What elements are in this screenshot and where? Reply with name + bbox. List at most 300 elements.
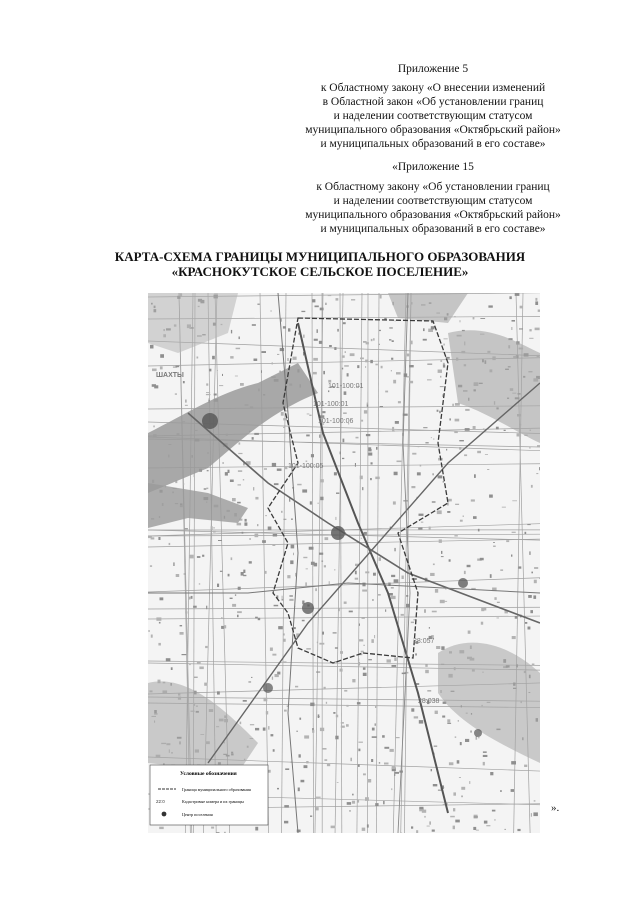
map-speckle bbox=[389, 327, 393, 329]
map-speckle bbox=[337, 782, 339, 783]
map-speckle bbox=[484, 821, 488, 824]
map-speckle bbox=[529, 551, 530, 555]
map-speckle bbox=[206, 606, 207, 610]
map-speckle bbox=[449, 418, 451, 420]
map-speckle bbox=[218, 540, 222, 541]
legend-title: Условные обозначения bbox=[180, 771, 237, 777]
map-speckle bbox=[394, 548, 395, 551]
map-speckle bbox=[361, 538, 362, 539]
map-speckle bbox=[461, 796, 463, 798]
map-speckle bbox=[317, 329, 318, 333]
map-graphic bbox=[148, 293, 540, 833]
map-speckle bbox=[336, 298, 339, 301]
map-speckle bbox=[361, 651, 364, 653]
map-speckle bbox=[189, 555, 194, 559]
map-speckle bbox=[287, 358, 288, 361]
map-speckle bbox=[363, 673, 367, 676]
map-speckle bbox=[423, 328, 425, 331]
map-speckle bbox=[443, 481, 444, 483]
map-speckle bbox=[322, 632, 324, 635]
map-speckle bbox=[502, 507, 506, 508]
map-speckle bbox=[204, 488, 207, 489]
map-speckle bbox=[391, 596, 396, 599]
map-speckle bbox=[370, 478, 372, 480]
map-speckle bbox=[307, 414, 310, 415]
map-speckle bbox=[360, 358, 364, 360]
map-speckle bbox=[243, 700, 247, 702]
map-speckle bbox=[511, 789, 514, 792]
map-speckle bbox=[148, 630, 149, 632]
map-speckle bbox=[447, 723, 451, 724]
map-speckle bbox=[365, 571, 369, 573]
map-speckle bbox=[277, 788, 279, 790]
map-speckle bbox=[429, 627, 430, 629]
map-speckle bbox=[447, 719, 450, 722]
map-speckle bbox=[366, 434, 370, 436]
map-speckle bbox=[511, 327, 512, 330]
map-speckle bbox=[214, 394, 217, 396]
map-speckle bbox=[433, 564, 435, 566]
map-speckle bbox=[365, 367, 366, 368]
map-speckle bbox=[467, 565, 471, 567]
map-speckle bbox=[237, 611, 242, 613]
map-speckle bbox=[536, 473, 538, 474]
map-speckle bbox=[315, 807, 318, 810]
map-speckle bbox=[281, 412, 284, 416]
map-speckle bbox=[375, 706, 376, 708]
map-speckle bbox=[331, 826, 336, 829]
map-speckle bbox=[289, 599, 293, 601]
map-speckle bbox=[319, 553, 323, 555]
map-speckle bbox=[274, 605, 279, 607]
map-speckle bbox=[316, 588, 317, 591]
map-speckle bbox=[219, 385, 223, 386]
map-speckle bbox=[425, 442, 428, 443]
map-speckle bbox=[351, 299, 355, 300]
map-speckle bbox=[432, 611, 437, 613]
map-speckle bbox=[429, 527, 431, 530]
map-speckle bbox=[358, 749, 360, 752]
map-speckle bbox=[327, 764, 330, 766]
annex-5-line: и муниципальных образований в его составе» bbox=[320, 138, 546, 150]
map-speckle bbox=[252, 324, 256, 326]
map-speckle bbox=[316, 797, 321, 798]
map-speckle bbox=[230, 356, 233, 359]
map-speckle bbox=[209, 369, 211, 372]
map-speckle bbox=[394, 772, 399, 774]
map-speckle bbox=[199, 583, 200, 584]
map-speckle bbox=[274, 483, 279, 485]
map-speckle bbox=[454, 431, 458, 433]
map-speckle bbox=[335, 647, 338, 648]
map-speckle bbox=[240, 722, 242, 725]
annex-5-line: муниципального образования «Октябрьский район» bbox=[305, 124, 561, 136]
map-speckle bbox=[347, 373, 349, 376]
map-speckle bbox=[319, 341, 323, 344]
map-speckle bbox=[306, 568, 308, 569]
map-speckle bbox=[319, 643, 324, 645]
map-speckle bbox=[394, 774, 395, 776]
map-label-cadastral: 28:057 bbox=[413, 638, 435, 645]
map-speckle bbox=[153, 426, 155, 428]
map-speckle bbox=[322, 411, 325, 413]
map-speckle bbox=[473, 317, 475, 320]
map-speckle bbox=[359, 742, 363, 743]
map-speckle bbox=[392, 340, 394, 342]
map-speckle bbox=[280, 348, 284, 351]
map-speckle bbox=[346, 724, 349, 727]
map-speckle bbox=[302, 620, 305, 622]
map-speckle bbox=[371, 339, 373, 341]
annex-5-line: и наделении соответствующим статусом bbox=[333, 110, 533, 122]
map-speckle bbox=[312, 730, 314, 733]
map-speckle bbox=[340, 651, 343, 654]
map-speckle bbox=[431, 326, 435, 329]
map-speckle bbox=[316, 672, 320, 673]
settlement-marker bbox=[331, 526, 345, 540]
map-speckle bbox=[202, 555, 204, 557]
map-speckle bbox=[412, 453, 416, 455]
map-speckle bbox=[273, 749, 275, 752]
map-speckle bbox=[424, 816, 425, 818]
map-speckle bbox=[283, 639, 286, 642]
map-speckle bbox=[364, 410, 367, 413]
map-speckle bbox=[535, 301, 538, 305]
map-speckle bbox=[417, 472, 421, 475]
map-speckle bbox=[364, 532, 367, 535]
map-speckle bbox=[258, 618, 261, 620]
map-speckle bbox=[297, 484, 301, 486]
map-speckle bbox=[254, 359, 258, 362]
map-speckle bbox=[342, 368, 344, 370]
map-speckle bbox=[220, 571, 223, 572]
map-speckle bbox=[418, 528, 422, 530]
map-speckle bbox=[357, 799, 359, 802]
map-speckle bbox=[336, 715, 338, 718]
map-speckle bbox=[337, 329, 339, 332]
map-speckle bbox=[272, 544, 275, 546]
map-label-cadastral: 101-100:06 bbox=[318, 418, 354, 425]
map-speckle bbox=[519, 566, 522, 568]
boundary-map bbox=[148, 293, 540, 833]
map-speckle bbox=[489, 495, 493, 498]
map-speckle bbox=[294, 627, 296, 629]
map-speckle bbox=[411, 708, 414, 711]
map-speckle bbox=[324, 565, 326, 567]
map-speckle bbox=[228, 574, 230, 577]
map-speckle bbox=[228, 470, 230, 473]
map-speckle bbox=[370, 360, 373, 363]
map-speckle bbox=[515, 293, 520, 296]
map-speckle bbox=[171, 667, 173, 670]
map-speckle bbox=[530, 610, 533, 613]
map-speckle bbox=[480, 318, 485, 319]
map-speckle bbox=[313, 358, 318, 361]
map-speckle bbox=[411, 622, 414, 624]
map-speckle bbox=[206, 383, 208, 385]
map-speckle bbox=[221, 626, 224, 629]
map-speckle bbox=[350, 353, 355, 356]
map-speckle bbox=[341, 722, 344, 724]
map-speckle bbox=[323, 371, 325, 374]
map-speckle bbox=[481, 622, 483, 625]
map-speckle bbox=[231, 330, 232, 334]
map-speckle bbox=[427, 379, 432, 380]
map-speckle bbox=[241, 572, 244, 576]
map-speckle bbox=[427, 690, 431, 692]
map-speckle bbox=[391, 358, 393, 360]
map-speckle bbox=[531, 485, 533, 488]
map-speckle bbox=[387, 659, 391, 662]
map-speckle bbox=[362, 618, 365, 619]
map-speckle bbox=[477, 451, 481, 453]
map-speckle bbox=[362, 583, 365, 587]
map-speckle bbox=[511, 761, 516, 764]
map-speckle bbox=[396, 372, 401, 374]
map-speckle bbox=[506, 540, 509, 542]
map-speckle bbox=[409, 381, 413, 384]
map-speckle bbox=[375, 723, 376, 725]
map-speckle bbox=[372, 736, 377, 738]
map-speckle bbox=[358, 639, 363, 641]
map-speckle bbox=[446, 357, 450, 359]
map-speckle bbox=[287, 575, 290, 578]
map-speckle bbox=[385, 609, 386, 611]
map-speckle bbox=[440, 360, 442, 362]
map-speckle bbox=[306, 648, 311, 650]
map-speckle bbox=[329, 581, 330, 584]
map-speckle bbox=[314, 563, 318, 567]
map-speckle bbox=[194, 677, 198, 678]
map-speckle bbox=[283, 633, 284, 635]
map-speckle bbox=[224, 625, 226, 628]
map-speckle bbox=[535, 328, 540, 331]
map-speckle bbox=[391, 370, 392, 371]
map-legend bbox=[150, 765, 268, 825]
map-speckle bbox=[363, 668, 366, 670]
map-speckle bbox=[185, 400, 187, 403]
map-speckle bbox=[284, 710, 287, 712]
settlement-marker bbox=[302, 602, 314, 614]
map-speckle bbox=[504, 430, 506, 431]
map-speckle bbox=[352, 801, 355, 804]
map-speckle bbox=[394, 579, 399, 582]
map-speckle bbox=[444, 338, 448, 339]
map-speckle bbox=[439, 411, 441, 414]
map-speckle bbox=[494, 820, 495, 821]
map-speckle bbox=[310, 816, 312, 817]
map-label-city: ШАХТЫ bbox=[156, 372, 184, 379]
map-speckle bbox=[262, 351, 267, 353]
map-speckle bbox=[455, 403, 460, 406]
map-speckle bbox=[175, 394, 177, 395]
map-speckle bbox=[273, 534, 277, 537]
map-speckle bbox=[375, 803, 378, 806]
map-speckle bbox=[512, 500, 517, 501]
map-speckle bbox=[176, 574, 180, 577]
map-speckle bbox=[487, 469, 489, 470]
map-speckle bbox=[282, 599, 284, 600]
map-speckle bbox=[238, 470, 242, 472]
map-speckle bbox=[180, 625, 183, 626]
map-speckle bbox=[185, 611, 187, 613]
map-speckle bbox=[392, 766, 396, 770]
map-speckle bbox=[328, 295, 332, 296]
map-speckle bbox=[365, 797, 369, 801]
map-speckle bbox=[368, 453, 372, 456]
map-speckle bbox=[425, 665, 427, 667]
map-speckle bbox=[385, 391, 388, 393]
map-speckle bbox=[185, 405, 188, 406]
map-speckle bbox=[357, 702, 361, 704]
map-label-cadastral: 101-100:05 bbox=[288, 463, 324, 470]
map-speckle bbox=[509, 296, 511, 299]
map-speckle bbox=[343, 439, 345, 443]
map-speckle bbox=[242, 532, 244, 534]
map-speckle bbox=[500, 790, 502, 792]
map-speckle bbox=[480, 558, 484, 561]
map-speckle bbox=[534, 800, 536, 801]
map-speckle bbox=[384, 763, 389, 765]
map-speckle bbox=[484, 607, 487, 611]
map-speckle bbox=[483, 751, 487, 753]
map-speckle bbox=[421, 522, 423, 523]
map-speckle bbox=[255, 827, 258, 831]
map-speckle bbox=[372, 728, 375, 731]
map-speckle bbox=[352, 794, 354, 796]
map-speckle bbox=[504, 829, 506, 830]
map-speckle bbox=[183, 483, 184, 484]
map-speckle bbox=[355, 578, 358, 580]
map-speckle bbox=[263, 728, 266, 731]
map-speckle bbox=[470, 731, 471, 733]
map-speckle bbox=[459, 447, 461, 450]
map-speckle bbox=[346, 705, 348, 707]
map-speckle bbox=[325, 303, 327, 305]
map-speckle bbox=[216, 832, 219, 833]
map-speckle bbox=[321, 479, 324, 482]
map-speckle bbox=[284, 821, 288, 824]
map-speckle bbox=[372, 599, 373, 601]
map-speckle bbox=[468, 631, 471, 634]
map-speckle bbox=[194, 474, 195, 478]
map-speckle bbox=[283, 326, 286, 328]
map-speckle bbox=[325, 537, 329, 540]
map-speckle bbox=[320, 728, 324, 731]
legend-item: Центр поселения bbox=[182, 812, 213, 817]
map-speckle bbox=[335, 736, 338, 740]
map-speckle bbox=[423, 427, 427, 428]
annex-5-line: к Областному закону «О внесении изменений bbox=[320, 82, 546, 94]
map-speckle bbox=[223, 462, 224, 463]
map-speckle bbox=[384, 747, 389, 749]
map-speckle bbox=[343, 412, 347, 414]
map-speckle bbox=[284, 805, 289, 808]
map-speckle bbox=[432, 501, 436, 502]
map-speckle bbox=[397, 461, 402, 463]
map-speckle bbox=[517, 433, 522, 436]
map-speckle bbox=[338, 608, 339, 611]
map-speckle bbox=[211, 526, 213, 530]
map-speckle bbox=[392, 665, 397, 667]
map-speckle bbox=[160, 354, 164, 358]
map-speckle bbox=[431, 437, 432, 438]
map-speckle bbox=[379, 557, 381, 561]
map-speckle bbox=[355, 571, 357, 575]
map-label-cadastral: 101-100:01 bbox=[313, 401, 349, 408]
map-speckle bbox=[320, 308, 324, 311]
map-speckle bbox=[393, 380, 396, 384]
map-speckle bbox=[150, 565, 152, 567]
map-speckle bbox=[533, 812, 538, 816]
map-speckle bbox=[334, 569, 335, 570]
map-speckle bbox=[328, 390, 329, 392]
map-speckle bbox=[309, 547, 314, 550]
map-speckle bbox=[441, 551, 442, 554]
map-speckle bbox=[406, 595, 408, 597]
map-speckle bbox=[471, 499, 475, 501]
map-speckle bbox=[173, 562, 174, 566]
map-speckle bbox=[440, 376, 441, 378]
map-speckle bbox=[371, 639, 374, 643]
map-speckle bbox=[342, 355, 345, 357]
map-speckle bbox=[529, 447, 530, 448]
map-speckle bbox=[395, 737, 400, 738]
map-speckle bbox=[356, 437, 359, 439]
map-speckle bbox=[402, 576, 404, 580]
map-speckle bbox=[270, 648, 273, 651]
map-speckle bbox=[410, 341, 413, 345]
map-speckle bbox=[150, 345, 154, 349]
map-speckle bbox=[151, 537, 155, 539]
map-speckle bbox=[424, 609, 426, 613]
map-speckle bbox=[419, 720, 423, 724]
map-speckle bbox=[534, 567, 538, 568]
map-speckle bbox=[483, 762, 485, 766]
map-speckle bbox=[151, 635, 153, 638]
map-speckle bbox=[416, 830, 418, 833]
map-speckle bbox=[465, 409, 469, 411]
map-speckle bbox=[333, 712, 335, 714]
map-speckle bbox=[393, 501, 396, 504]
map-speckle bbox=[459, 777, 461, 778]
map-speckle bbox=[483, 428, 485, 430]
map-speckle bbox=[425, 670, 429, 673]
map-speckle bbox=[380, 406, 383, 407]
annex-5-title bbox=[283, 62, 583, 76]
map-speckle bbox=[531, 813, 532, 817]
map-speckle bbox=[217, 584, 219, 587]
map-speckle bbox=[465, 428, 470, 431]
map-speckle bbox=[299, 718, 301, 720]
legend-center-icon bbox=[162, 812, 167, 817]
map-speckle bbox=[321, 561, 323, 562]
map-speckle bbox=[437, 510, 442, 514]
map-speckle bbox=[382, 735, 385, 738]
map-speckle bbox=[324, 760, 327, 761]
map-speckle bbox=[317, 642, 318, 643]
map-speckle bbox=[524, 765, 527, 767]
map-speckle bbox=[447, 502, 448, 505]
map-speckle bbox=[535, 298, 537, 301]
map-speckle bbox=[343, 322, 346, 324]
map-speckle bbox=[378, 594, 381, 596]
map-speckle bbox=[474, 474, 476, 478]
map-speckle bbox=[394, 657, 396, 661]
map-speckle bbox=[213, 531, 216, 533]
map-speckle bbox=[527, 524, 530, 525]
map-speckle bbox=[206, 488, 208, 490]
